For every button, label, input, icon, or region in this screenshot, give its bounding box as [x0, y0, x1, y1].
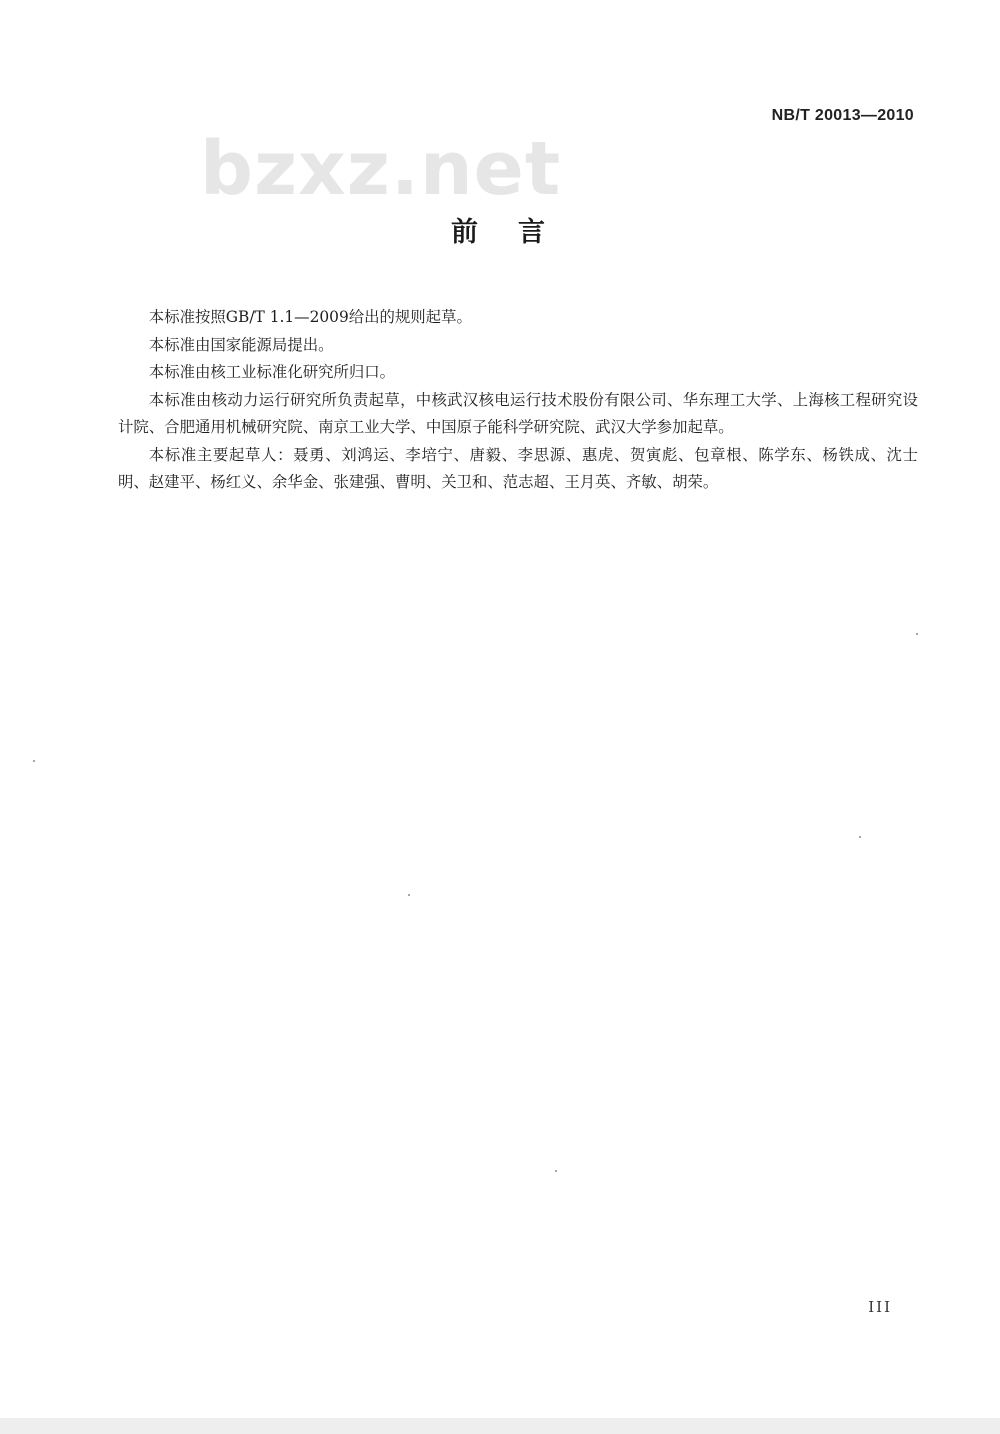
page-number: III — [868, 1298, 892, 1316]
scan-speck — [33, 760, 35, 762]
standard-number: NB/T 20013—2010 — [771, 107, 914, 124]
paragraph-drafting-rules: 本标准按照GB/T 1.1—2009给出的规则起草。 — [148, 308, 472, 326]
paragraph-administrator: 本标准由核工业标准化研究所归口。 — [148, 363, 396, 381]
scan-speck — [916, 633, 918, 635]
watermark: bzxz.net — [200, 126, 562, 212]
foreword-body — [118, 304, 918, 497]
scan-speck — [555, 1170, 557, 1172]
viewer-bottom-edge — [0, 1418, 1000, 1434]
paragraph-main-drafters: 本标准主要起草人：聂勇、刘鸿运、李培宁、唐毅、李思源、惠虎、贺寅彪、包章根、陈学东、杨铁成、沈士明、赵建平、杨红义、余华金、张建强、曹明、关卫和、范志超、王月英、齐敏、胡荣。 — [118, 445, 918, 491]
paragraph-drafting-organizations: 本标准由核动力运行研究所负责起草，中核武汉核电运行技术股份有限公司、华东理工大学、上海核工程研究设计院、合肥通用机械研究院、南京工业大学、中国原子能科学研究院、武汉大学参加起草。 — [118, 390, 918, 436]
scan-speck — [408, 894, 410, 896]
scan-speck — [859, 836, 861, 838]
page-title: 前言 — [451, 217, 585, 248]
paragraph-proposer: 本标准由国家能源局提出。 — [148, 335, 334, 354]
